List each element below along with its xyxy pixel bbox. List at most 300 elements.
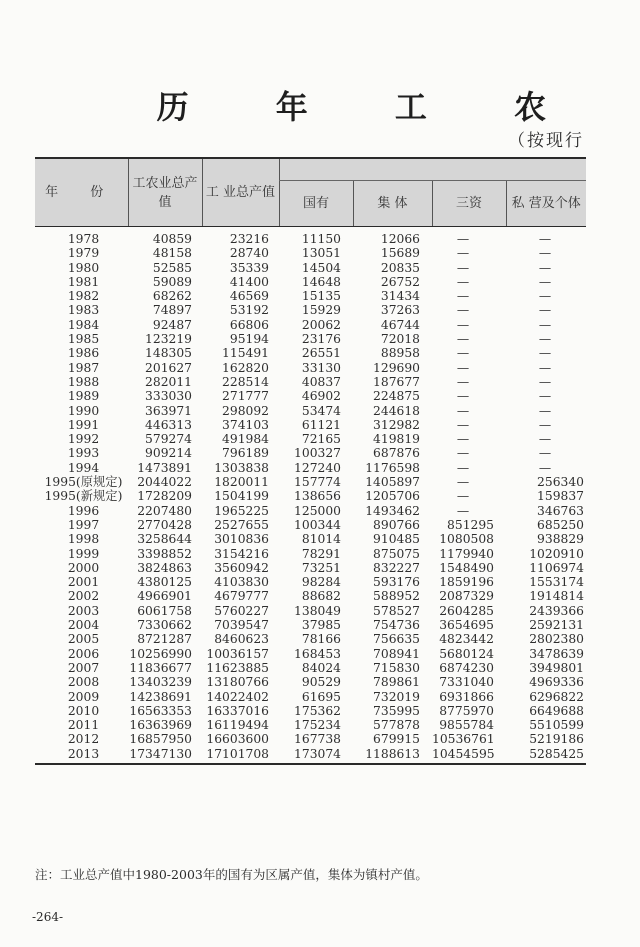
cell-agri-ind-total: 4966901 <box>137 589 192 604</box>
cell-industry-total: 3560942 <box>214 560 269 575</box>
table-row <box>35 346 586 360</box>
cell-state: 46902 <box>301 389 341 404</box>
cell-year: 1995(新规定) <box>44 489 123 504</box>
cell-agri-ind-total: 1473891 <box>137 460 192 475</box>
cell-private: 1553174 <box>529 575 584 590</box>
cell-state: 53474 <box>301 403 341 418</box>
cell-foreign: 6874230 <box>439 660 494 675</box>
cell-state: 127240 <box>294 460 341 475</box>
table-row <box>35 589 586 603</box>
table-row <box>35 275 586 289</box>
cell-foreign: 8775970 <box>439 703 494 718</box>
cell-collective: 679915 <box>373 732 420 747</box>
cell-collective: 789861 <box>373 675 420 690</box>
cell-year: 2000 <box>67 560 100 575</box>
cell-year: 1986 <box>67 346 100 361</box>
cell-year: 1978 <box>67 232 100 246</box>
cell-year: 2009 <box>67 689 100 704</box>
cell-foreign: 5680124 <box>439 646 494 661</box>
table-row <box>35 418 586 432</box>
cell-agri-ind-total: 16563353 <box>129 703 192 718</box>
table-row <box>35 375 586 389</box>
cell-collective: 312982 <box>373 417 420 432</box>
table-row <box>35 675 586 689</box>
cell-agri-ind-total: 59089 <box>152 274 192 289</box>
cell-industry-total: 16337016 <box>206 703 269 718</box>
cell-state: 98284 <box>301 575 341 590</box>
cell-collective: 875075 <box>373 546 420 561</box>
cell-industry-total: 16119494 <box>206 718 269 733</box>
cell-agri-ind-total: 123219 <box>145 332 192 347</box>
cell-private: — <box>538 260 552 275</box>
header-industry-total-text: 工 业总产值 <box>205 185 276 200</box>
cell-agri-ind-total: 74897 <box>152 303 192 318</box>
cell-year: 2003 <box>67 603 100 618</box>
cell-collective: 1493462 <box>365 503 420 518</box>
cell-industry-total: 23216 <box>229 232 269 246</box>
cell-private: — <box>538 360 552 375</box>
cell-agri-ind-total: 201627 <box>145 360 192 375</box>
cell-year: 1980 <box>67 260 100 275</box>
cell-industry-total: 162820 <box>222 360 269 375</box>
cell-private: 4969336 <box>529 675 584 690</box>
cell-collective: 578527 <box>373 603 420 618</box>
page-number: -264- <box>32 910 64 924</box>
cell-foreign: — <box>456 460 470 475</box>
cell-industry-total: 115491 <box>222 346 269 361</box>
cell-agri-ind-total: 282011 <box>145 374 192 389</box>
cell-private: — <box>538 246 552 261</box>
cell-year: 2010 <box>67 703 100 718</box>
cell-private: 2802380 <box>529 632 584 647</box>
header-private-text: 私 营及个体 <box>511 196 581 211</box>
cell-foreign: 3654695 <box>439 618 494 633</box>
cell-state: 100327 <box>294 446 341 461</box>
cell-year: 2005 <box>67 632 100 647</box>
cell-collective: 20835 <box>380 260 420 275</box>
cell-year: 1992 <box>67 432 100 447</box>
cell-year: 1995(原规定) <box>44 475 123 490</box>
cell-foreign: — <box>456 332 470 347</box>
cell-industry-total: 11623885 <box>206 660 269 675</box>
cell-state: 72165 <box>301 432 341 447</box>
cell-foreign: — <box>456 274 470 289</box>
cell-agri-ind-total: 13403239 <box>129 675 192 690</box>
cell-agri-ind-total: 1728209 <box>137 489 192 504</box>
cell-agri-ind-total: 909214 <box>145 446 192 461</box>
cell-foreign: — <box>456 489 470 504</box>
cell-agri-ind-total: 363971 <box>145 403 192 418</box>
cell-agri-ind-total: 16363969 <box>129 718 192 733</box>
cell-year: 2012 <box>67 732 100 747</box>
cell-state: 14648 <box>301 274 341 289</box>
cell-industry-total: 35339 <box>229 260 269 275</box>
cell-state: 13051 <box>301 246 341 261</box>
cell-industry-total: 298092 <box>222 403 269 418</box>
cell-collective: 832227 <box>373 560 420 575</box>
footnote: 注：工业总产值中1980-2003年的国有为区属产值，集体为镇村产值。 <box>35 867 428 882</box>
cell-collective: 754736 <box>373 618 420 633</box>
header-foreign: 三资 <box>432 181 506 227</box>
cell-collective: 577878 <box>373 718 420 733</box>
cell-collective: 12066 <box>380 232 420 246</box>
table-row <box>35 747 586 764</box>
table-row <box>35 489 586 503</box>
cell-private: 685250 <box>537 517 584 532</box>
cell-industry-total: 5760227 <box>214 603 269 618</box>
cell-year: 1981 <box>67 274 100 289</box>
cell-collective: 26752 <box>380 274 420 289</box>
cell-private: 5285425 <box>529 746 584 761</box>
cell-collective: 732019 <box>373 689 420 704</box>
cell-year: 1990 <box>67 403 100 418</box>
cell-collective: 46744 <box>380 317 420 332</box>
cell-industry-total: 41400 <box>229 274 269 289</box>
cell-industry-total: 3010836 <box>214 532 269 547</box>
cell-industry-total: 1965225 <box>214 503 269 518</box>
table-row <box>35 632 586 646</box>
cell-state: 88682 <box>301 589 341 604</box>
cell-agri-ind-total: 3258644 <box>137 532 192 547</box>
cell-foreign: 2604285 <box>439 603 494 618</box>
cell-foreign: — <box>456 346 470 361</box>
table-row <box>35 404 586 418</box>
cell-industry-total: 1820011 <box>214 475 269 490</box>
cell-year: 2008 <box>67 675 100 690</box>
cell-state: 84024 <box>301 660 341 675</box>
cell-year: 1989 <box>67 389 100 404</box>
table-row <box>35 661 586 675</box>
table-row <box>35 518 586 532</box>
cell-agri-ind-total: 2207480 <box>137 503 192 518</box>
cell-industry-total: 53192 <box>229 303 269 318</box>
cell-private: 3949801 <box>529 660 584 675</box>
header-industry-total <box>202 158 279 227</box>
cell-private: 5219186 <box>529 732 584 747</box>
cell-agri-ind-total: 333030 <box>145 389 192 404</box>
cell-industry-total: 3154216 <box>214 546 269 561</box>
cell-agri-ind-total: 7330662 <box>137 618 192 633</box>
cell-state: 168453 <box>294 646 341 661</box>
cell-collective: 88958 <box>380 346 420 361</box>
cell-year: 1993 <box>67 446 100 461</box>
cell-industry-total: 228514 <box>222 374 269 389</box>
cell-collective: 715830 <box>373 660 420 675</box>
cell-agri-ind-total: 579274 <box>145 432 192 447</box>
cell-state: 61695 <box>301 689 341 704</box>
cell-industry-total: 271777 <box>222 389 269 404</box>
cell-foreign: 10454595 <box>432 746 495 761</box>
header-agri-ind-total <box>128 158 202 227</box>
cell-agri-ind-total: 48158 <box>152 246 192 261</box>
cell-private: 6649688 <box>529 703 584 718</box>
cell-foreign: 1548490 <box>439 560 494 575</box>
cell-private: 3478639 <box>529 646 584 661</box>
cell-state: 138656 <box>294 489 341 504</box>
cell-private: — <box>538 446 552 461</box>
cell-industry-total: 2527655 <box>214 517 269 532</box>
cell-year: 2001 <box>67 575 100 590</box>
cell-industry-total: 10036157 <box>206 646 269 661</box>
cell-private: 6296822 <box>529 689 584 704</box>
cell-industry-total: 66806 <box>229 317 269 332</box>
cell-foreign: 7331040 <box>439 675 494 690</box>
cell-industry-total: 14022402 <box>206 689 269 704</box>
cell-private: 5510599 <box>529 718 584 733</box>
cell-foreign: — <box>456 503 470 518</box>
cell-collective: 756635 <box>373 632 420 647</box>
cell-collective: 72018 <box>380 332 420 347</box>
cell-state: 173074 <box>294 746 341 761</box>
cell-state: 37985 <box>301 618 341 633</box>
cell-private: 2592131 <box>529 618 584 633</box>
cell-industry-total: 13180766 <box>206 675 269 690</box>
cell-collective: 129690 <box>373 360 420 375</box>
cell-industry-total: 46569 <box>229 289 269 304</box>
output-value-table <box>35 157 586 765</box>
cell-private: — <box>538 374 552 389</box>
cell-state: 15135 <box>301 289 341 304</box>
cell-year: 1999 <box>67 546 100 561</box>
cell-collective: 187677 <box>373 374 420 389</box>
cell-collective: 1188613 <box>365 746 420 761</box>
cell-state: 81014 <box>301 532 341 547</box>
cell-state: 26551 <box>301 346 341 361</box>
cell-foreign: 1080508 <box>439 532 494 547</box>
cell-year: 1979 <box>67 246 100 261</box>
cell-private: 1106974 <box>529 560 584 575</box>
cell-collective: 419819 <box>373 432 420 447</box>
page-subtitle: （按现行 <box>508 131 584 151</box>
cell-collective: 890766 <box>373 517 420 532</box>
cell-year: 1982 <box>67 289 100 304</box>
cell-private: — <box>538 389 552 404</box>
cell-private: 1914814 <box>529 589 584 604</box>
cell-foreign: — <box>456 246 470 261</box>
cell-state: 23176 <box>301 332 341 347</box>
cell-agri-ind-total: 4380125 <box>137 575 192 590</box>
cell-state: 100344 <box>294 517 341 532</box>
cell-collective: 687876 <box>373 446 420 461</box>
cell-industry-total: 16603600 <box>206 732 269 747</box>
cell-year: 1984 <box>67 317 100 332</box>
table-row <box>35 261 586 275</box>
header-collective: 集 体 <box>353 181 432 227</box>
cell-industry-total: 17101708 <box>206 746 269 761</box>
table-row <box>35 647 586 661</box>
table-row <box>35 604 586 618</box>
header-year: 年 份 <box>35 158 128 227</box>
cell-agri-ind-total: 3824863 <box>137 560 192 575</box>
cell-private: — <box>538 432 552 447</box>
cell-private: — <box>538 417 552 432</box>
table-row <box>35 704 586 718</box>
cell-foreign: 4823442 <box>439 632 494 647</box>
cell-industry-total: 491984 <box>222 432 269 447</box>
cell-year: 2007 <box>67 660 100 675</box>
cell-state: 33130 <box>301 360 341 375</box>
cell-collective: 593176 <box>373 575 420 590</box>
cell-year: 1991 <box>67 417 100 432</box>
table-row <box>35 389 586 403</box>
cell-foreign: — <box>456 232 470 246</box>
table-row <box>35 332 586 346</box>
cell-collective: 1205706 <box>365 489 420 504</box>
table-row <box>35 446 586 460</box>
cell-foreign: — <box>456 360 470 375</box>
cell-industry-total: 8460623 <box>214 632 269 647</box>
cell-agri-ind-total: 40859 <box>152 232 192 246</box>
cell-state: 61121 <box>301 417 341 432</box>
table-row <box>35 475 586 489</box>
cell-agri-ind-total: 2044022 <box>137 475 192 490</box>
table-row <box>35 504 586 518</box>
cell-foreign: — <box>456 303 470 318</box>
table-row <box>35 318 586 332</box>
cell-foreign: — <box>456 260 470 275</box>
cell-private: — <box>538 460 552 475</box>
cell-state: 175362 <box>294 703 341 718</box>
header-private <box>506 181 586 227</box>
cell-year: 2013 <box>67 746 100 761</box>
cell-private: — <box>538 232 552 246</box>
table-row <box>35 432 586 446</box>
cell-foreign: 851295 <box>447 517 494 532</box>
cell-state: 78166 <box>301 632 341 647</box>
table-row <box>35 575 586 589</box>
cell-year: 2002 <box>67 589 100 604</box>
cell-year: 1983 <box>67 303 100 318</box>
cell-state: 14504 <box>301 260 341 275</box>
cell-collective: 224875 <box>373 389 420 404</box>
header-group-spacer <box>279 158 586 181</box>
header-state: 国有 <box>279 181 353 227</box>
cell-foreign: — <box>456 403 470 418</box>
cell-foreign: — <box>456 432 470 447</box>
cell-industry-total: 28740 <box>229 246 269 261</box>
cell-private: — <box>538 332 552 347</box>
cell-state: 40837 <box>301 374 341 389</box>
cell-private: — <box>538 317 552 332</box>
cell-agri-ind-total: 8721287 <box>137 632 192 647</box>
cell-year: 1994 <box>67 460 100 475</box>
cell-collective: 37263 <box>380 303 420 318</box>
table-row <box>35 718 586 732</box>
cell-year: 1985 <box>67 332 100 347</box>
cell-foreign: 6931866 <box>439 689 494 704</box>
cell-industry-total: 7039547 <box>214 618 269 633</box>
table-row <box>35 303 586 317</box>
cell-year: 1988 <box>67 374 100 389</box>
table-row <box>35 690 586 704</box>
cell-collective: 708941 <box>373 646 420 661</box>
cell-private: 938829 <box>537 532 584 547</box>
cell-state: 167738 <box>294 732 341 747</box>
cell-year: 1996 <box>67 503 100 518</box>
cell-foreign: — <box>456 389 470 404</box>
cell-foreign: — <box>456 374 470 389</box>
cell-private: 2439366 <box>529 603 584 618</box>
cell-agri-ind-total: 17347130 <box>129 746 192 761</box>
cell-agri-ind-total: 446313 <box>145 417 192 432</box>
cell-private: 256340 <box>537 475 584 490</box>
cell-state: 175234 <box>294 718 341 733</box>
cell-state: 73251 <box>301 560 341 575</box>
cell-state: 157774 <box>294 475 341 490</box>
cell-foreign: 10536761 <box>432 732 495 747</box>
cell-industry-total: 796189 <box>222 446 269 461</box>
cell-private: 346763 <box>537 503 584 518</box>
cell-private: — <box>538 274 552 289</box>
cell-year: 1997 <box>67 517 100 532</box>
table-row <box>35 246 586 260</box>
cell-industry-total: 95194 <box>229 332 269 347</box>
table-row <box>35 532 586 546</box>
header-agri-ind-total-text: 工农业总产值 <box>132 175 198 210</box>
cell-collective: 1405897 <box>365 475 420 490</box>
cell-foreign: 2087329 <box>439 589 494 604</box>
cell-state: 78291 <box>301 546 341 561</box>
table-body <box>35 227 586 764</box>
cell-private: — <box>538 346 552 361</box>
cell-foreign: 9855784 <box>439 718 494 733</box>
cell-agri-ind-total: 10256990 <box>129 646 192 661</box>
cell-private: 1020910 <box>529 546 584 561</box>
cell-year: 1987 <box>67 360 100 375</box>
cell-collective: 1176598 <box>365 460 420 475</box>
cell-private: — <box>538 403 552 418</box>
table-row <box>35 461 586 475</box>
cell-agri-ind-total: 6061758 <box>137 603 192 618</box>
cell-foreign: 1859196 <box>439 575 494 590</box>
cell-collective: 588952 <box>373 589 420 604</box>
cell-foreign: 1179940 <box>439 546 494 561</box>
cell-state: 15929 <box>301 303 341 318</box>
cell-agri-ind-total: 148305 <box>145 346 192 361</box>
cell-collective: 244618 <box>373 403 420 418</box>
cell-foreign: — <box>456 446 470 461</box>
cell-agri-ind-total: 2770428 <box>137 517 192 532</box>
cell-state: 90529 <box>301 675 341 690</box>
cell-industry-total: 4103830 <box>214 575 269 590</box>
cell-year: 2006 <box>67 646 100 661</box>
cell-year: 1998 <box>67 532 100 547</box>
cell-private: — <box>538 303 552 318</box>
cell-industry-total: 4679777 <box>214 589 269 604</box>
cell-collective: 910485 <box>373 532 420 547</box>
cell-private: — <box>538 289 552 304</box>
cell-agri-ind-total: 52585 <box>152 260 192 275</box>
cell-industry-total: 1504199 <box>214 489 269 504</box>
cell-foreign: — <box>456 475 470 490</box>
cell-state: 125000 <box>294 503 341 518</box>
table-row <box>35 289 586 303</box>
table-row <box>35 561 586 575</box>
table-row <box>35 618 586 632</box>
cell-industry-total: 374103 <box>222 417 269 432</box>
table-row <box>35 732 586 746</box>
cell-state: 11150 <box>301 232 341 246</box>
cell-collective: 735995 <box>373 703 420 718</box>
cell-private: 159837 <box>537 489 584 504</box>
cell-collective: 31434 <box>380 289 420 304</box>
cell-agri-ind-total: 11836677 <box>129 660 192 675</box>
cell-agri-ind-total: 92487 <box>152 317 192 332</box>
cell-state: 138049 <box>294 603 341 618</box>
cell-collective: 15689 <box>380 246 420 261</box>
cell-foreign: — <box>456 289 470 304</box>
cell-foreign: — <box>456 417 470 432</box>
